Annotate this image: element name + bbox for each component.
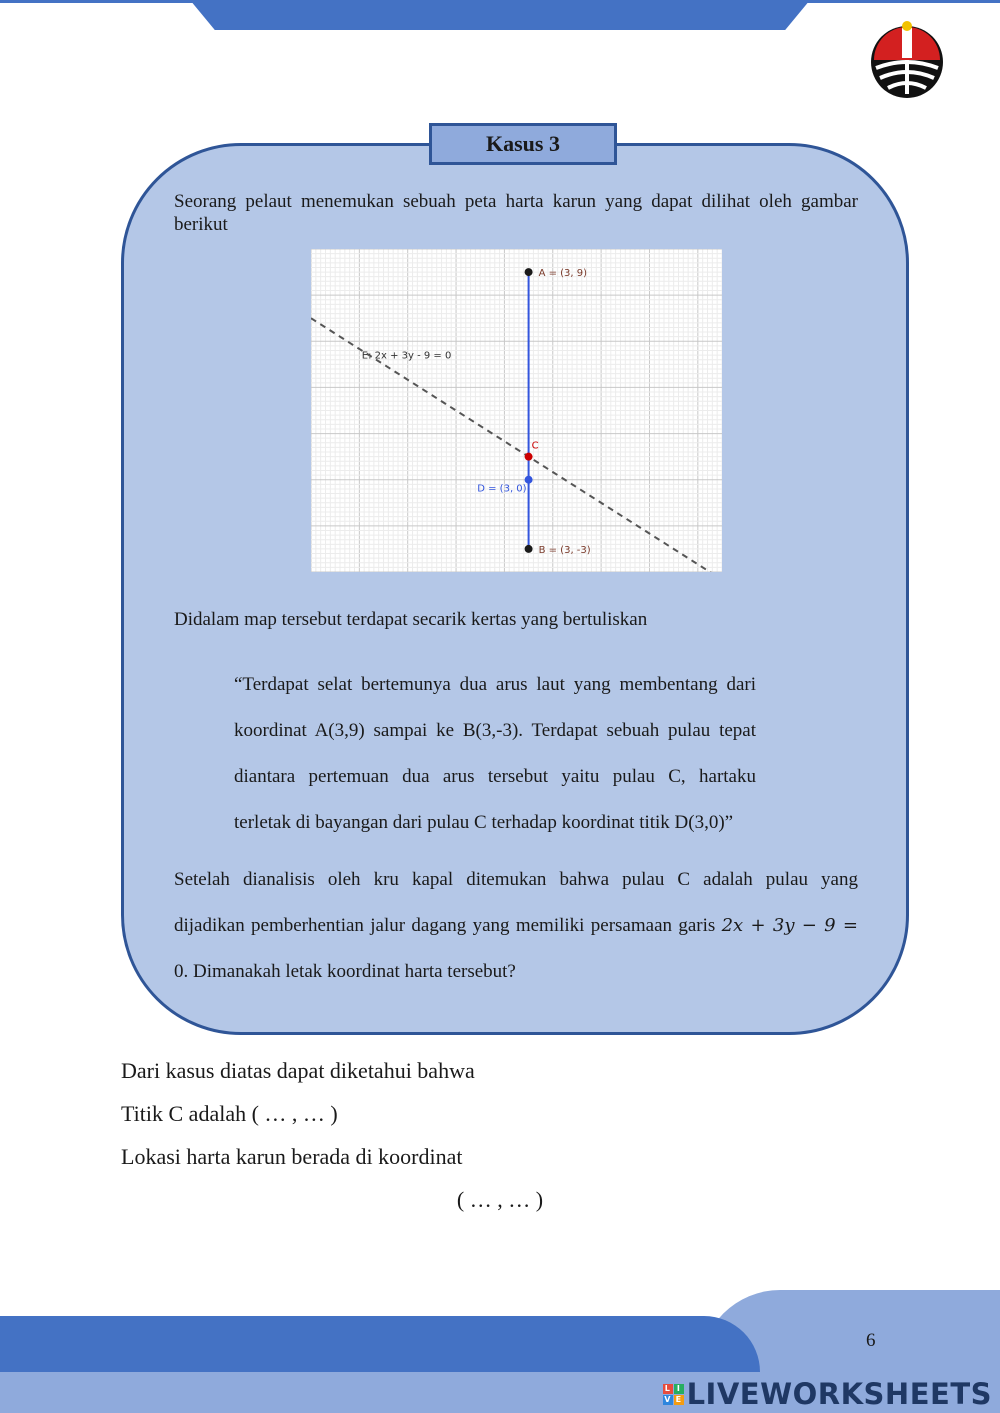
- quote-line: terletak di bayangan dari pulau C terhadap koordinat titik D(3,0)”: [234, 812, 734, 833]
- analysis-line: [174, 903, 858, 949]
- case-title: Kasus 3: [429, 123, 617, 165]
- point-label-b: B = (3, -3): [538, 544, 591, 556]
- point-label-a: A = (3, 9): [538, 268, 588, 280]
- page-number: 6: [866, 1330, 876, 1351]
- university-logo-icon: [866, 20, 948, 100]
- treasure-quote: [234, 662, 756, 846]
- analysis-line: Setelah dianalisis oleh kru kapal ditemukan bahwa pulau C adalah pulau yang: [174, 869, 858, 890]
- quote-line: “Terdapat selat bertemunya dua arus laut yang membentang dari: [234, 674, 756, 695]
- case-intro: Seorang pelaut menemukan sebuah peta harta karun yang dapat dilihat oleh gambar berikut: [174, 191, 858, 235]
- header-tab: [190, 0, 810, 30]
- point-b: [525, 545, 533, 553]
- analysis-line: 0. Dimanakah letak koordinat harta tersebut?: [174, 961, 516, 982]
- brand-mark-letter: L: [663, 1384, 673, 1394]
- answers-intro: Dari kasus diatas dapat diketahui bahwa: [121, 1058, 475, 1083]
- point-a: [525, 268, 533, 276]
- point-label-c: C: [531, 440, 539, 452]
- analysis-text: [174, 857, 858, 995]
- point-label-d: D = (3, 0): [477, 483, 527, 495]
- quote-line: koordinat A(3,9) sampai ke B(3,-3). Terdapat sebuah pulau tepat: [234, 720, 756, 741]
- treasure-map-graph: [311, 249, 722, 572]
- location-prompt: Lokasi harta karun berada di koordinat: [121, 1144, 463, 1169]
- brand-name: LIVEWORKSHEETS: [686, 1377, 992, 1411]
- line-equation: 2x + 3y − 9 =: [721, 915, 858, 936]
- line-e-label: E: 2x + 3y - 9 = 0: [361, 350, 452, 362]
- point-d: [525, 476, 533, 484]
- footer-band: [0, 1316, 760, 1372]
- quote-line: diantara pertemuan dua arus tersebut yaitu pulau C, hartaku: [234, 766, 756, 787]
- brand-mark-letter: V: [664, 1394, 671, 1404]
- brand-mark-letter: I: [674, 1384, 684, 1394]
- brand-mark-letter: E: [674, 1395, 684, 1405]
- analysis-line-text: dijadikan pemberhentian jalur dagang yang memiliki persamaan garis: [174, 915, 716, 936]
- liveworksheets-logo[interactable]: [663, 1377, 992, 1411]
- point-c: [525, 453, 533, 461]
- map-note: Didalam map tersebut terdapat secarik kertas yang bertuliskan: [174, 609, 648, 630]
- liveworksheets-mark-icon: [663, 1384, 684, 1405]
- point-c-answer[interactable]: Titik C adalah ( … , … ): [121, 1101, 338, 1126]
- location-answer[interactable]: ( … , … ): [456, 1187, 544, 1212]
